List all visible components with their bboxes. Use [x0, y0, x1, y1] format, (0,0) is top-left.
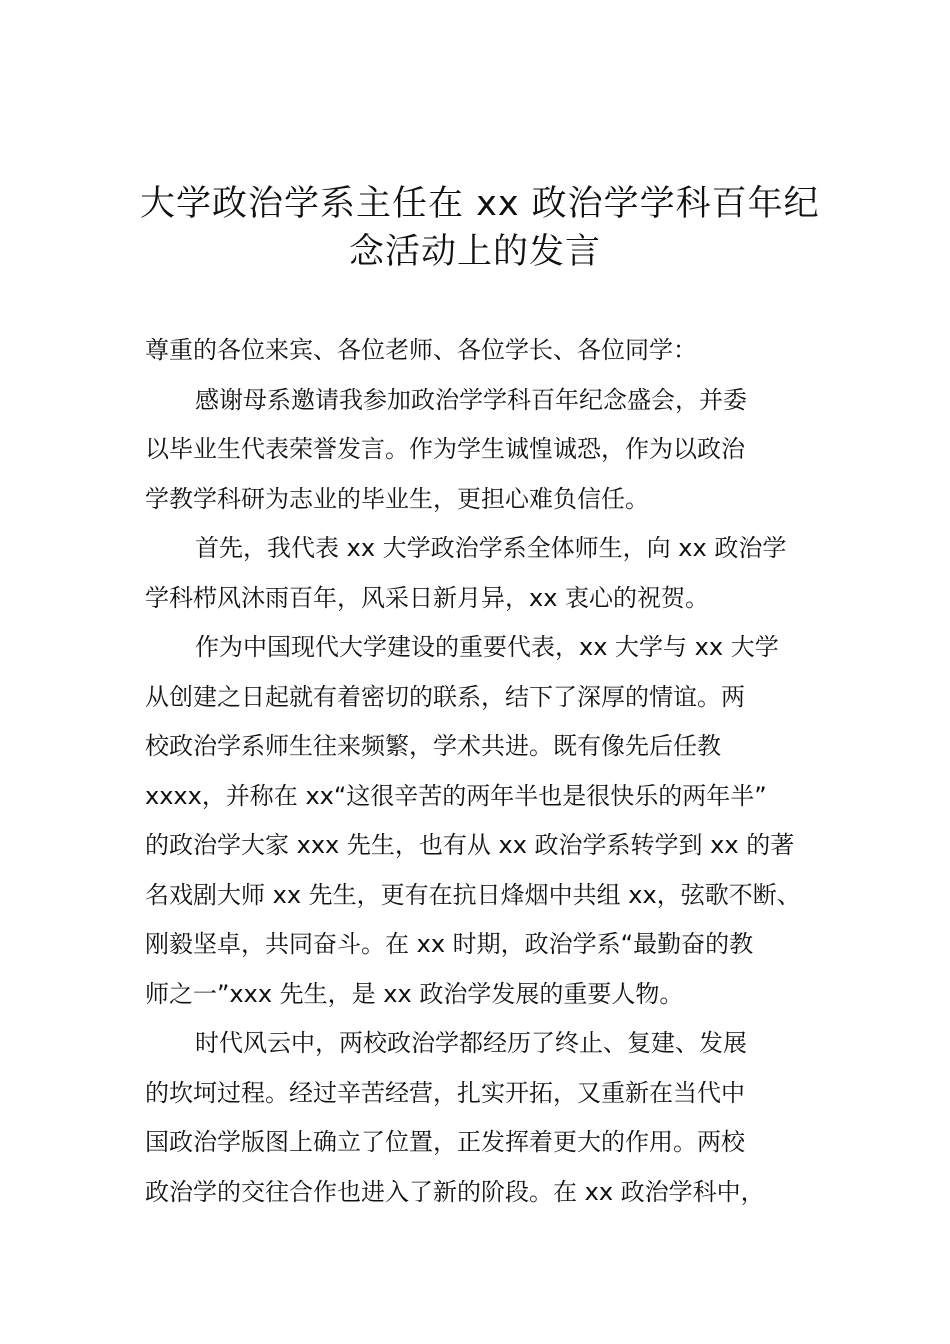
paragraph-line: 的坎坷过程。经过辛苦经营，扎实开拓，又重新在当代中	[145, 1078, 745, 1107]
paragraph-line: 师之一”xxx 先生，是 xx 政治学发展的重要人物。	[145, 979, 684, 1008]
document-title	[140, 180, 820, 276]
paragraph-line: 的政治学大家 xxx 先生，也有从 xx 政治学系转学到 xx 的著	[145, 831, 795, 859]
paragraph-line: 国政治学版图上确立了位置，正发挥着更大的作用。两校	[145, 1128, 745, 1156]
paragraph-line: 时代风云中，两校政治学都经历了终止、复建、发展	[195, 1029, 747, 1057]
title-line: 大学政治学系主任在 xx 政治学学科百年纪	[140, 184, 820, 224]
paragraph-line: 学科栉风沐雨百年，风采日新月异，xx 衷心的祝贺。	[145, 583, 710, 612]
document-body	[145, 326, 820, 1217]
paragraph-line: xxxx，并称在 xx“这很辛苦的两年半也是很快乐的两年半”	[145, 781, 767, 810]
title-line: 念活动上的发言	[348, 232, 601, 272]
paragraph-line: 感谢母系邀请我参加政治学学科百年纪念盛会，并委	[195, 385, 747, 414]
paragraph-line: 以毕业生代表荣誉发言。作为学生诚惶诚恐，作为以政治	[145, 435, 745, 463]
paragraph-line: 作为中国现代大学建设的重要代表，xx 大学与 xx 大学	[195, 633, 779, 661]
paragraph-line: 刚毅坚卓，共同奋斗。在 xx 时期，政治学系“最勤奋的教	[145, 930, 754, 958]
paragraph-line: 学教学科研为志业的毕业生，更担心难负信任。	[145, 484, 649, 513]
paragraph-line: 政治学的交往合作也进入了新的阶段。在 xx 政治学科中，	[145, 1177, 765, 1206]
paragraph-line: 从创建之日起就有着密切的联系，结下了深厚的情谊。两	[145, 682, 745, 711]
paragraph-line: 名戏剧大师 xx 先生，更有在抗日烽烟中共组 xx，弦歌不断、	[145, 880, 801, 909]
paragraph-line: 首先，我代表 xx 大学政治学系全体师生，向 xx 政治学	[195, 534, 787, 562]
paragraph-line: 校政治学系师生往来频繁，学术共进。既有像先后任教	[145, 732, 721, 760]
salutation-line: 尊重的各位来宾、各位老师、各位学长、各位同学：	[145, 336, 697, 364]
